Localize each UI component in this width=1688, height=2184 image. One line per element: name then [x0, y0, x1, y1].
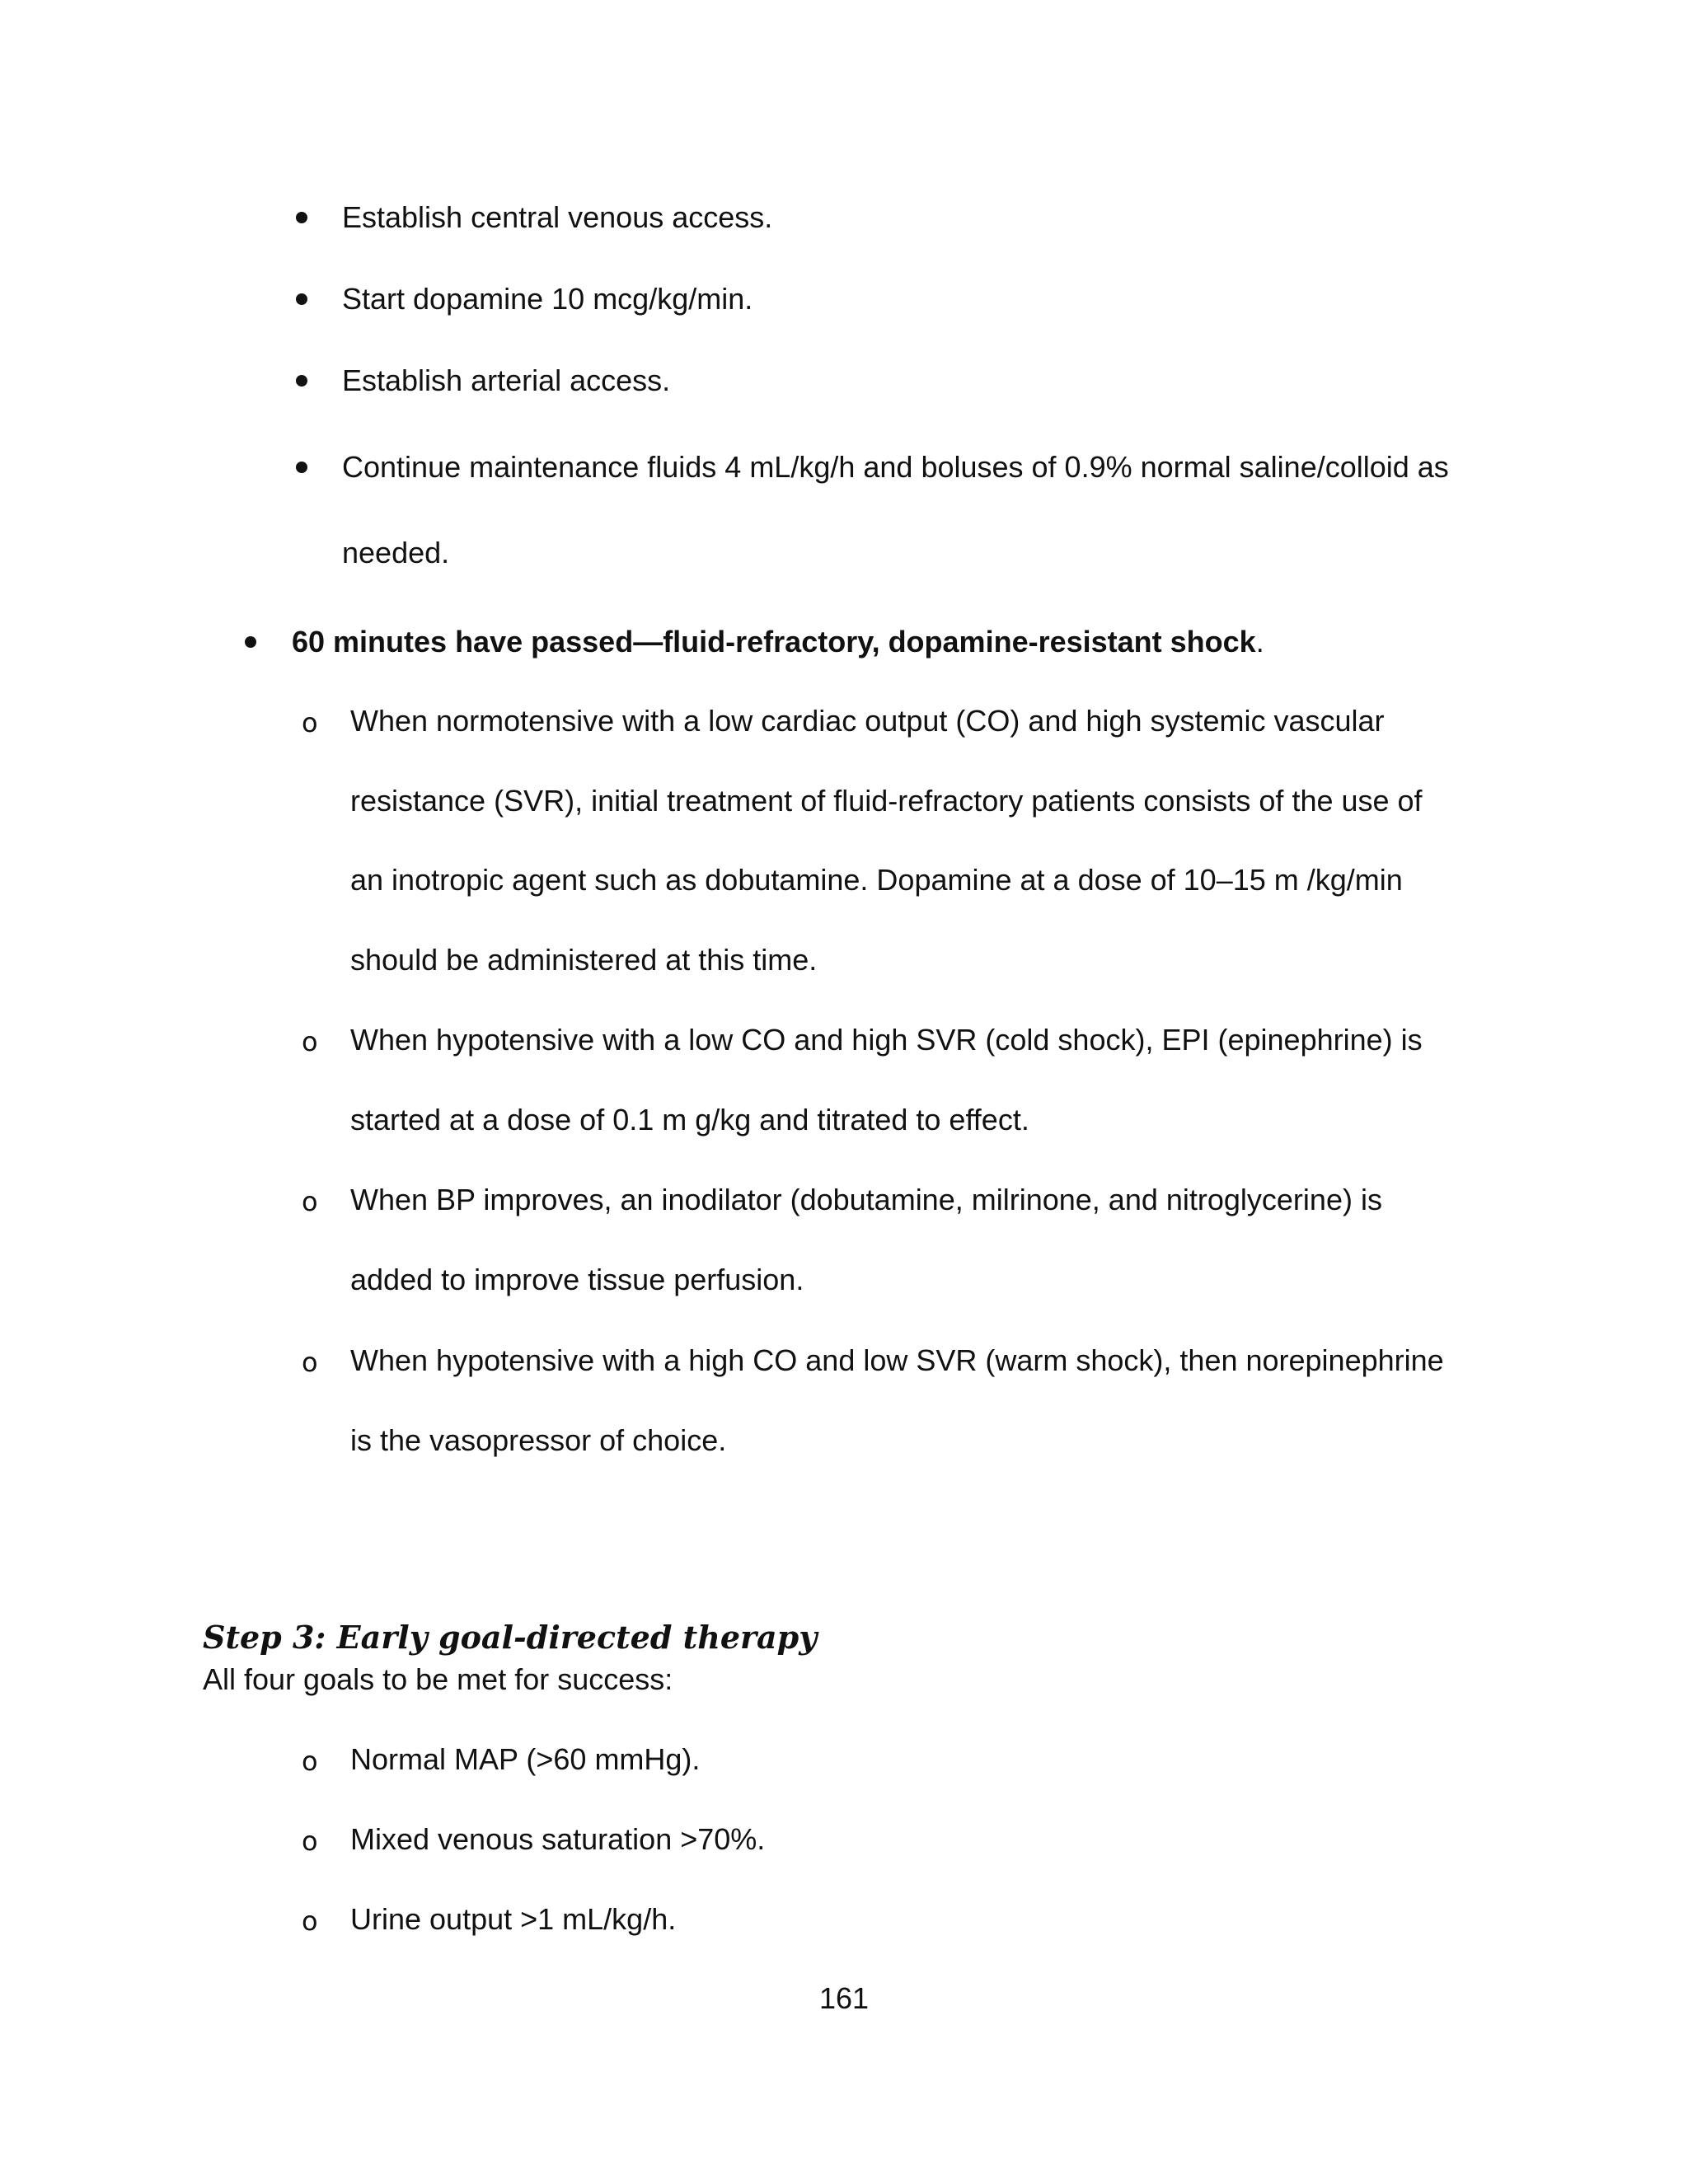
bullet-icon [245, 636, 256, 648]
hollow-bullet-icon: o [302, 1746, 318, 1777]
list-item-text: When hypotensive with a low CO and high SVR (cold shock), EPI (epinephrine) is [350, 1023, 1423, 1057]
list-item-text: needed. [342, 536, 450, 569]
goal-text: Urine output >1 mL/kg/h. [350, 1902, 677, 1936]
hollow-bullet-icon: o [302, 1186, 318, 1217]
main-bullet-tail: . [1255, 625, 1264, 658]
section-heading: Step 3: Early goal-directed therapy [203, 1619, 818, 1656]
list-item-text: When BP improves, an inodilator (dobutamine, milrinone, and nitroglycerine) is [350, 1183, 1382, 1216]
section-intro: All four goals to be met for success: [203, 1662, 673, 1696]
list-item-text: is the vasopressor of choice. [350, 1423, 727, 1457]
list-item-text: Continue maintenance fluids 4 mL/kg/h and boluses of 0.9% normal saline/colloid as [342, 450, 1449, 484]
hollow-bullet-icon: o [302, 707, 318, 738]
list-item-text: resistance (SVR), initial treatment of fluid-refractory patients consists of the use of [350, 784, 1423, 818]
hollow-bullet-icon: o [302, 1026, 318, 1057]
list-item-text: started at a dose of 0.1 m g/kg and titrated to effect. [350, 1103, 1029, 1137]
list-item-text: When normotensive with a low cardiac output (CO) and high systemic vascular [350, 704, 1385, 738]
page-number: 161 [818, 1981, 870, 2015]
bullet-icon [296, 462, 307, 473]
goal-text: Mixed venous saturation >70%. [350, 1822, 766, 1856]
list-item-text: Start dopamine 10 mcg/kg/min. [342, 282, 753, 316]
hollow-bullet-icon: o [302, 1347, 318, 1378]
list-item-text: Establish arterial access. [342, 363, 671, 397]
bullet-icon [296, 212, 307, 223]
goal-text: Normal MAP (>60 mmHg). [350, 1742, 701, 1776]
main-bullet-text [292, 624, 1264, 660]
list-item-text: When hypotensive with a high CO and low SVR (warm shock), then norepinephrine [350, 1343, 1444, 1377]
bullet-icon [296, 293, 307, 305]
main-bullet-bold: 60 minutes have passed—fluid-refractory, dopamine-resistant shock [292, 625, 1256, 658]
hollow-bullet-icon: o [302, 1825, 318, 1857]
hollow-bullet-icon: o [302, 1905, 318, 1937]
list-item-text: added to improve tissue perfusion. [350, 1263, 804, 1296]
bullet-icon [296, 375, 307, 387]
list-item-text: an inotropic agent such as dobutamine. Dopamine at a dose of 10–15 m /kg/min [350, 863, 1403, 897]
list-item-text: should be administered at this time. [350, 943, 818, 977]
list-item-text: Establish central venous access. [342, 200, 773, 234]
